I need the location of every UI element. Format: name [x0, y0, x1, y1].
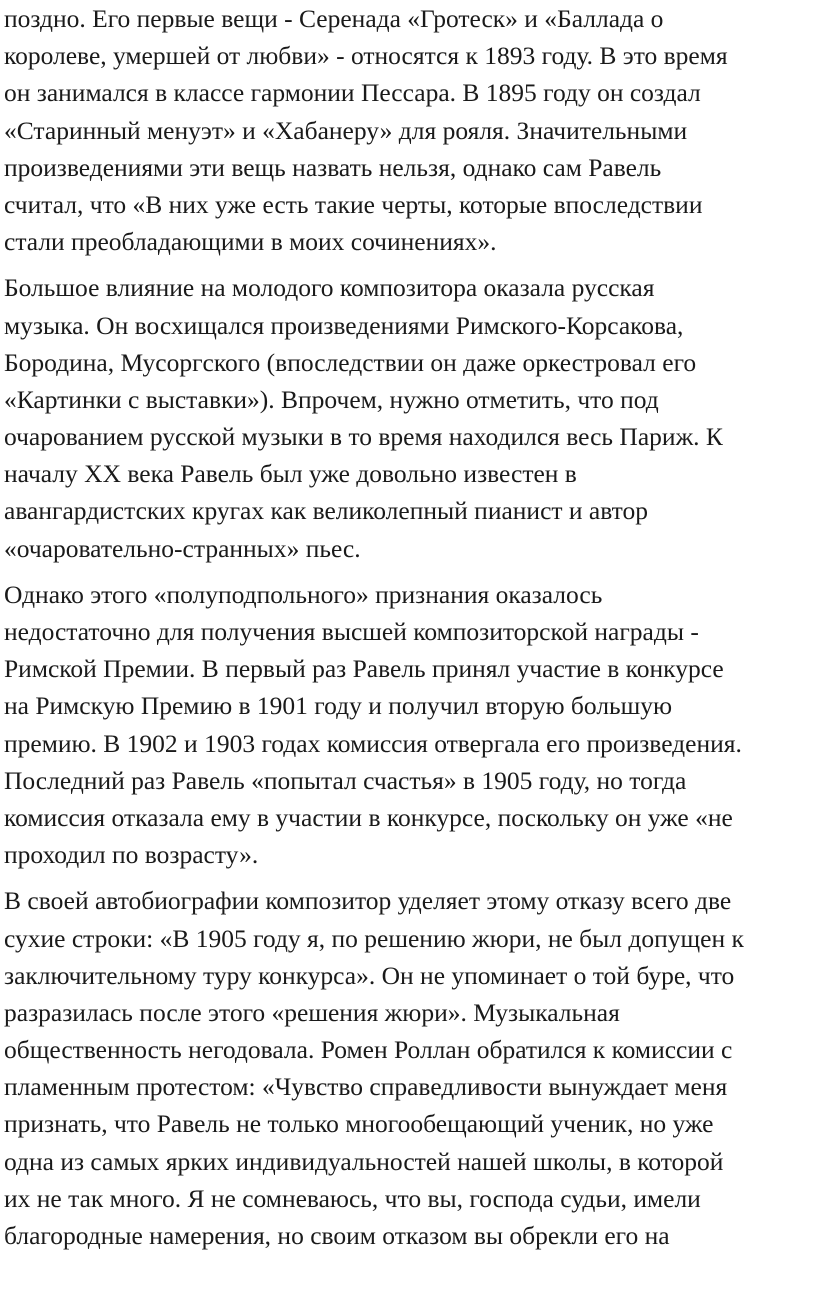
paragraph-4: [4, 882, 816, 1254]
text-line: он занимался в классе гармонии Пессара. В 1895 году он создал: [4, 78, 701, 108]
text-line: считал, что «В них уже есть такие черты, которые впоследствии: [4, 189, 703, 219]
text-line: «очаровательно-странных» пьес.: [4, 533, 361, 563]
text-line: Бородина, Мусоргского (впоследствии он даже оркестровал его: [4, 347, 697, 377]
text-line: заключительному туру конкурса». Он не упоминает о той буре, что: [4, 960, 735, 990]
text-line: В своей автобиографии композитор уделяет этому отказу всего две: [4, 886, 732, 916]
text-line: «Картинки с выставки»). Впрочем, нужно отметить, что под: [4, 384, 659, 414]
text-line: Римской Премии. В первый раз Равель принял участие в конкурсе: [4, 654, 724, 684]
text-line: одна из самых ярких индивидуальностей нашей школы, в которой: [4, 1146, 724, 1176]
text-line: Однако этого «полуподпольного» признания оказалось: [4, 579, 603, 609]
text-line: королеве, умершей от любви» - относятся к 1893 году. В это время: [4, 41, 728, 71]
text-line: разразилась после этого «решения жюри». Музыкальная: [4, 997, 620, 1027]
text-line: произведениями эти вещь назвать нельзя, однако сам Равель: [4, 152, 662, 182]
text-line: музыка. Он восхищался произведениями Римского-Корсакова,: [4, 310, 684, 340]
text-line: благородные намерения, но своим отказом вы обрекли его на: [4, 1221, 670, 1250]
text-line: их не так много. Я не сомневаюсь, что вы, господа судьи, имели: [4, 1183, 701, 1213]
text-line: на Римскую Премию в 1901 году и получил вторую большую: [4, 691, 673, 721]
text-line: пламенным протестом: «Чувство справедливости вынуждает меня: [4, 1072, 728, 1102]
text-line: стали преобладающими в моих сочинениях».: [4, 227, 497, 257]
text-line: авангардистских кругах как великолепный пианист и автор: [4, 496, 648, 526]
text-line: Последний раз Равель «попытал счастья» в 1905 году, но тогда: [4, 765, 687, 795]
text-line: началу XX века Равель был уже довольно известен в: [4, 459, 577, 489]
text-line: «Старинный менуэт» и «Хабанеру» для рояля. Значительными: [4, 115, 688, 145]
text-line: общественность негодовала. Ромен Роллан обратился к комиссии с: [4, 1035, 733, 1065]
text-line: Большое влияние на молодого композитора оказала русская: [4, 273, 655, 303]
text-line: комиссия отказала ему в участии в конкурсе, поскольку он уже «не: [4, 802, 733, 832]
text-line: сухие строки: «В 1905 году я, по решению жюри, не был допущен к: [4, 923, 744, 953]
text-line: недостаточно для получения высшей композиторской награды -: [4, 617, 699, 646]
text-line: проходил по возрасту».: [4, 840, 259, 870]
paragraph-1: [4, 0, 816, 260]
text-line: очарованием русской музыки в то время находился весь Париж. К: [4, 422, 723, 452]
text-line: премию. В 1902 и 1903 годах комиссия отвергала его произведения.: [4, 728, 742, 758]
text-line: признать, что Равель не только многообещающий ученик, но уже: [4, 1109, 714, 1139]
text-line: поздно. Его первые вещи - Серенада «Гротеск» и «Баллада о: [4, 4, 664, 33]
paragraph-3: [4, 576, 816, 874]
paragraph-2: [4, 269, 816, 567]
